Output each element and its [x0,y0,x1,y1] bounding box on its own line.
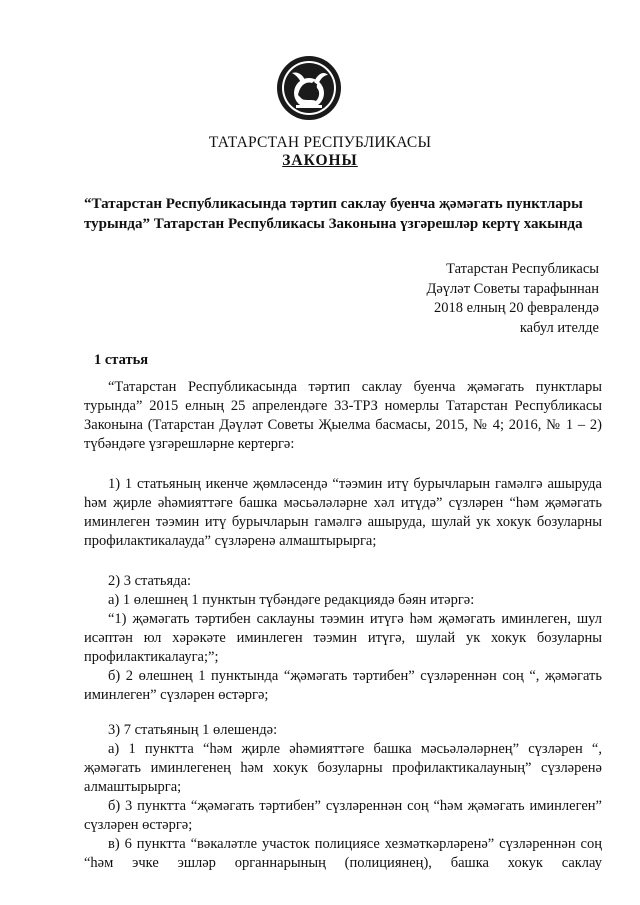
article-body [84,378,602,873]
paragraph-item-2a-text: “1) җәмәгать тәртибен саклауны тәэмин итүгә һәм җәмәгать иминлеген, шул исәптән юл хәрәкәте иминлеген тәэмин итүгә, шулай ук хокук бозуларны профилактикалауга;”; [84,611,602,665]
republic-heading: ТАТАРСТАН РЕСПУБЛИКАСЫ [208,134,432,151]
paragraph-item-3a: а) 1 пунктта “һәм җирле әһәмияттәге башка мәсьәләләрнең” сүзләрен “, җәмәгать иминлегенең һәм хокук бозуларны профилактикалауның” сүзләренә алмаштырырга; [84,741,602,795]
paragraph-item-3c: в) 6 пунктта “вәкаләтле участок полициясе хезмәткәрләренә” сүзләреннән соң “һәм эчке эшләр органнарының (полициянең), башка хокук саклау [84,836,602,871]
paragraph-item-2: 2) 3 статьяда: [108,573,192,589]
adoption-line-2: Дәүләт Советы тарафыннан [426,280,599,297]
paragraph-item-3: 3) 7 статьяның 1 өлешендә: [108,722,278,738]
tatarstan-emblem [276,55,342,121]
paragraph-intro: “Татарстан Республикасында тәртип саклау буенча җәмәгать пунктлары турында” 2015 елның 25 апрелендәге 33-ТРЗ номерлы Татарстан Республикасы Законына (Татарстан Дәүләт Советы Җыелма басмасы, 2015, № 4; 2016, № 1 – 2) түбәндәге үзгәрешләрне кертергә: [84,379,602,452]
paragraph-item-3b: б) 3 пунктта “җәмәгать тәртибен” сүзләреннән соң “һәм җәмәгать иминлеген” сүзләрен өстәргә; [84,798,602,833]
law-title-line-1: “Татарстан Республикасында тәртип саклау буенча җәмәгать пунктлары [84,196,583,212]
adoption-line-3: 2018 елның 20 февралендә [433,300,599,316]
law-title [84,194,602,234]
law-heading: ЗАКОНЫ [282,152,358,169]
adoption-line-4: кабул ителде [519,319,599,336]
paragraph-item-2a: а) 1 өлешнең 1 пунктын түбәндәге редакциядә бәян итәргә: [108,592,475,608]
adoption-line-1: Татарстан Республикасы [446,261,599,277]
adoption-block [426,260,599,338]
emblem-icon [276,55,342,121]
paragraph-item-1: 1) 1 статьяның икенче җөмләсендә “тәэмин итү бурычларын гамәлгә ашыруда һәм җирле әһәмияттәге башка мәсьәләләрне хәл итүдә” сүзләрен “һәм җәмәгать иминлеген тәэмин итү бурычларын гамәлгә ашыруда, шулай ук хокук бозуларны профилактикалауда” сүзләренә алмаштырырга; [84,476,602,549]
law-title-line-2: турында” Татарстан Республикасы Законына үзгәрешләр кертү хакында [84,216,583,232]
paragraph-item-2b: б) 2 өлешнең 1 пунктында “җәмәгать тәртибен” сүзләреннән соң “, җәмәгать иминлеген” сүзләрен өстәргә; [84,668,602,703]
article-heading: 1 статья [94,352,149,368]
